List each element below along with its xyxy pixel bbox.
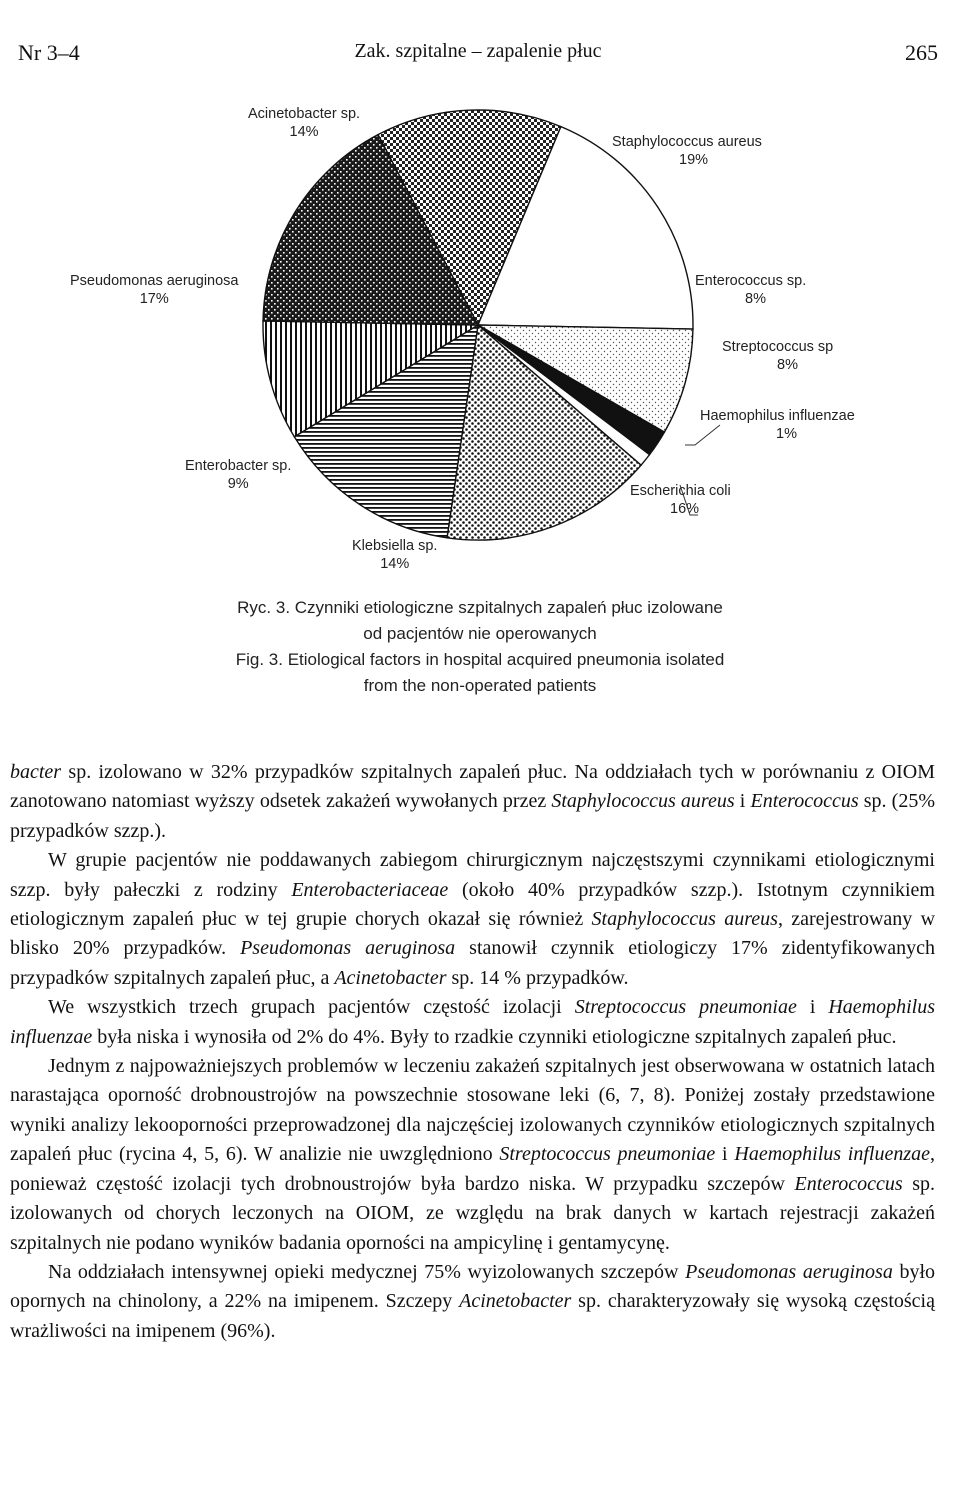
slice-name: Haemophilus influenzae [700,408,855,424]
slice-name: Acinetobacter sp. [248,106,361,122]
slice-label [722,338,833,374]
caption-pl-line2: od pacjentów nie operowanych [363,624,597,643]
text-run: była niska i wynosiła od 2% do 4%. Były to rzadkie czynniki etiologiczne szpitalnych zapaleń płuc. [92,1025,897,1048]
slice-label [700,407,855,443]
text-run: Jednym z najpoważniejszych problemów w leczeniu zakażeń szpitalnych jest obserwowana w ostatnich latach narastająca oporność drobnoustrojów na powszechnie stosowane leki (6, 7, 8). Poniżej zostały przedstawione wyniki analizy lekooporności przeprowadzonej dla najczęściej izolowanych czynników etiologicznych szpitalnych zapaleń płuc (rycina 4, 5, 6). W analizie nie uwzględniono [10,1055,935,1166]
slice-name: Pseudomonas aeruginosa [70,273,239,289]
text-run: sp. 14 % przypadków. [446,966,629,989]
figure-pie-chart [0,95,960,615]
journal-issue: Nr 3–4 [18,40,80,65]
text-run: We wszystkich trzech grupach pacjentów częstość izolacji [48,996,575,1019]
italic-run: Haemophilus influenzae [734,1143,930,1166]
text-run: (około 40% przypadków szzp.). Istotnym czynnikiem etiologicznym zapaleń płuc w tej grupie chorych okazał się również [10,878,935,931]
page-number: 265 [905,40,938,65]
italic-run: Staphylococcus aureus [591,908,778,931]
figure-caption [0,595,960,699]
italic-run: Enterobacteriaceae [291,878,449,901]
slice-label [185,457,291,493]
slice-percent: 9% [227,476,249,492]
running-header [18,40,938,80]
slice-name: Klebsiella sp. [352,538,438,554]
text-run: sp. (25% przypadków szzp.). [10,790,936,842]
slice-percent: 19% [679,152,709,168]
slice-label [352,537,437,573]
slice-name: Escherichia coli [630,483,731,499]
text-run: stanowił czynnik etiologiczy 17% zidentyfikowanych przypadków szpitalnych zapaleń płuc, a [10,937,935,989]
caption-en-line1: Fig. 3. Etiological factors in hospital acquired pneumonia isolated [235,650,725,669]
slice-percent: 8% [745,291,766,307]
text-run: i [734,790,751,813]
italic-run: Pseudomonas aeruginosa [240,937,456,960]
slice-percent: 14% [289,124,319,140]
caption-pl-line1: Ryc. 3. Czynniki etiologiczne szpitalnych zapaleń płuc izolowane [237,598,723,617]
italic-run: Streptococcus pneumoniae [574,996,797,1019]
italic-run: Enterococcus [750,790,859,813]
slice-name: Enterobacter sp. [185,458,292,474]
slice-percent: 17% [139,291,169,307]
text-run: sp. charakteryzowały się wysoką częstością wrażliwości na imipenem (96%). [10,1290,935,1342]
slice-name: Enterococcus sp. [695,273,807,289]
paragraph [10,1052,935,1258]
slice-label [695,272,806,308]
italic-run: bacter [10,761,62,783]
italic-run: Acinetobacter [334,966,447,989]
body-text [10,758,935,1346]
text-run: sp. izolowano w 32% przypadków szpitalnych zapaleń płuc. Na oddziałach tych w porównaniu z OIOM zanotowano natomiast wyższy odsetek zakażeń wywołanych przez [10,761,935,813]
text-run: Na oddziałach intensywnej opieki medycznej 75% wyizolowanych szczepów [48,1260,686,1283]
text-run: sp. izolowanych od chorych leczonych na OIOM, ze względu na brak danych w kartach rejestracji zakażeń szpitalnych nie podano wyników badania oporności na ampicylinę i gentamycynę. [10,1172,935,1254]
italic-run: Staphylococcus aureus [551,790,735,813]
slice-label [70,272,238,308]
text-run: było opornych na chinolony, a 22% na imipenem. Szczepy [10,1260,935,1313]
italic-run: Acinetobacter [459,1290,572,1313]
slice-label [248,105,360,141]
text-run: i [796,996,829,1019]
italic-run: Haemophilus influenzae [10,996,936,1048]
slice-percent: 14% [380,556,410,572]
slice-label [612,133,762,169]
text-run: i [715,1143,735,1166]
italic-run: Enterococcus [794,1172,903,1195]
italic-run: Pseudomonas aeruginosa [685,1260,893,1283]
italic-run: Streptococcus pneumoniae [499,1143,716,1166]
text-run: W grupie pacjentów nie poddawanych zabiegom chirurgicznym najczęstszymi czynnikami etiologicznymi szzp. były pałeczki z rodziny [10,849,935,901]
paragraph [10,846,935,993]
slice-percent: 16% [670,501,700,517]
paragraph [10,1258,935,1346]
slice-label [630,482,731,518]
slice-percent: 1% [776,426,797,442]
slice-name: Streptococcus sp [722,339,834,355]
slice-name: Staphylococcus aureus [612,134,762,150]
text-run: , zarejestrowany w blisko 20% przypadków. [10,908,936,960]
paragraph [10,993,935,1052]
caption-en-line2: from the non-operated patients [363,676,597,695]
slice-percent: 8% [777,357,798,373]
text-run: , ponieważ częstość izolacji tych drobnoustrojów była bardzo niska. W przypadku szczepów [10,1143,935,1195]
paragraph [10,758,935,846]
running-title: Zak. szpitalne – zapalenie płuc [354,40,602,62]
